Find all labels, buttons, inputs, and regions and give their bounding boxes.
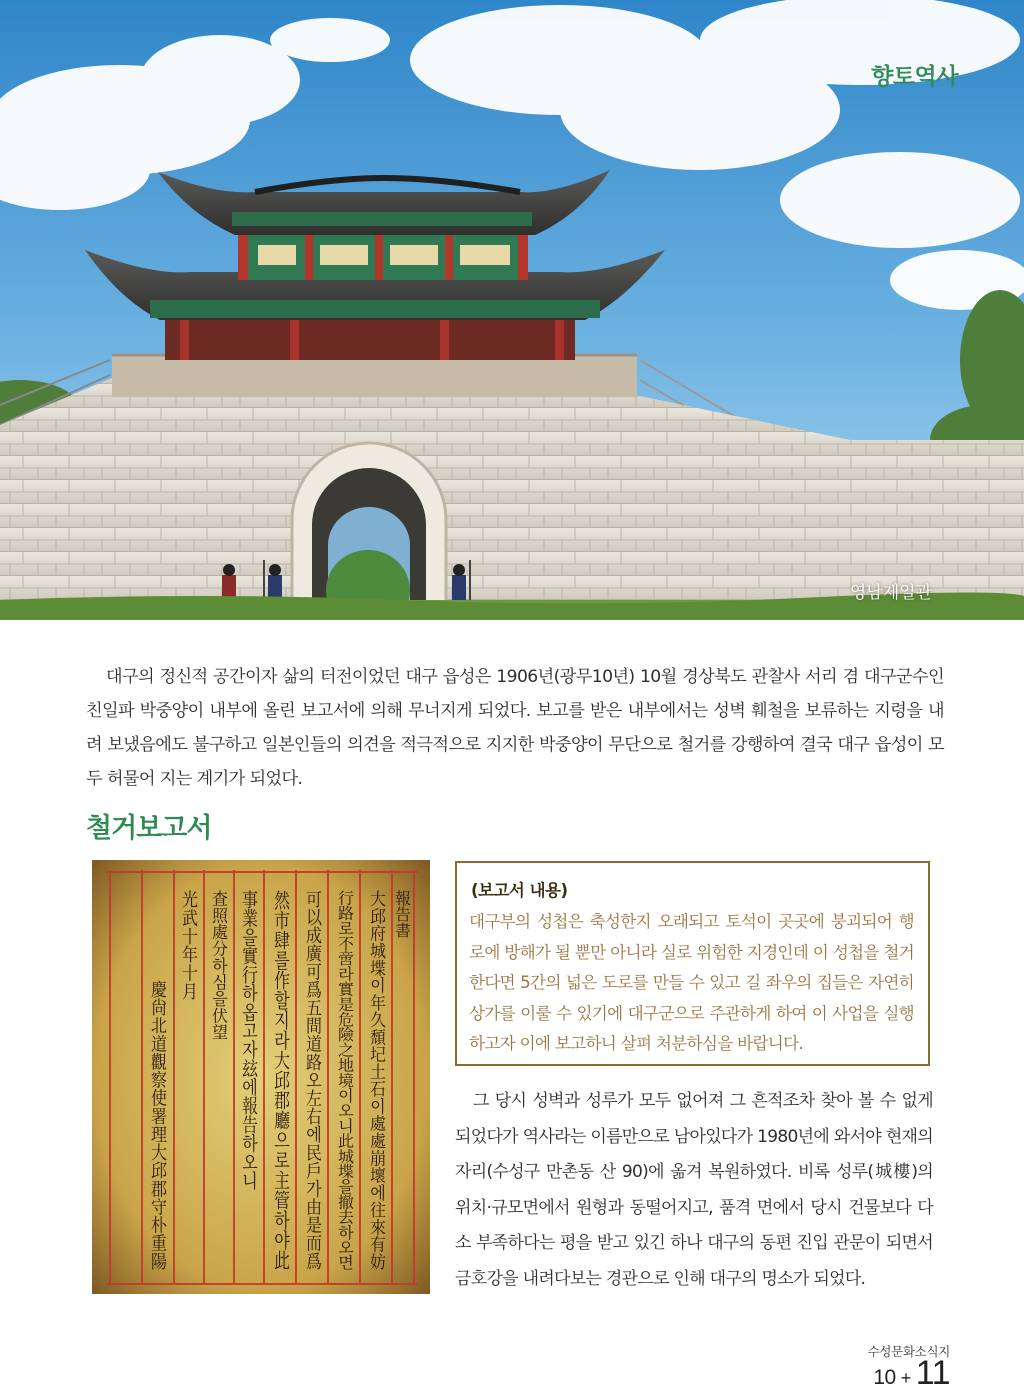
section-tag: 향토역사 <box>871 64 958 90</box>
manuscript-column: 事業을實行하옵고자玆에報告하오니 <box>239 890 259 1146</box>
page-number-separator: + <box>900 1368 911 1388</box>
photo-caption: 영남제일관 <box>849 583 932 603</box>
manuscript-column: 報告書 <box>392 890 412 938</box>
magazine-name: 수성문화소식지 <box>867 1344 950 1359</box>
manuscript-column: 査照處分하심을伏望 <box>209 890 229 1034</box>
gate-illustration <box>0 0 1024 620</box>
report-manuscript <box>92 860 430 1294</box>
report-text: 대구부의 성첩은 축성한지 오래되고 토석이 곳곳에 붕괴되어 행로에 방해가 될 뿐만 아니라 실로 위험한 지경인데 이 성첩을 철거한다면 5간의 넓은 도로를 만들 수 있고 길 좌우의 집들은 자연히 상가를 이룰 수 있기에 대구군으로 주관하게 하여 이 사업을 실행하고자 이에 보고하니 살펴 처분하심을 바랍니다. <box>469 912 914 1053</box>
hero-photo <box>0 0 1024 620</box>
manuscript-column: 然市肆를作할지라大邱郡廳으로主管하야此 <box>271 890 291 1194</box>
report-title: (보고서 내용) <box>471 881 568 900</box>
manuscript-column: 光武十年十月 <box>179 890 199 986</box>
intro-paragraph: 대구의 정신적 공간이자 삶의 터전이었던 대구 읍성은 1906년(광무10년) 10월 경상북도 관찰사 서리 겸 대구군수인 친일파 박중양이 내부에 올린 보고서에 의해 무너지게 되었다. 보고를 받은 내부에서는 성벽 훼철을 보류하는 지령을 내려 보냈음에도 불구하고 일본인들의 의견을 적극적으로 지지한 박중양이 무단으로 철거를 강행하여 결국 대구 읍성이 모두 허물어 지는 계기가 되었다. <box>86 667 944 789</box>
page-number-right: 11 <box>915 1354 950 1392</box>
demolition-report-image <box>92 860 430 1294</box>
report-content-box <box>455 861 930 1066</box>
manuscript-column: 大邱府城堞이年久頹圮土石이處處崩壞에往來有妨 <box>367 890 387 1242</box>
manuscript-column: 可以成廣可爲五間道路오左右에民戶가由是而爲 <box>303 890 323 1226</box>
section-heading: 철거보고서 <box>86 813 212 844</box>
page-number <box>873 1354 950 1393</box>
page-number-left: 10 <box>873 1366 896 1389</box>
manuscript-column: 慶尙北道觀察使署理大邱郡守朴重陽 <box>148 980 168 1236</box>
body-paragraph: 그 당시 성벽과 성루가 모두 없어져 그 흔적조차 찾아 볼 수 없게 되었다가 역사라는 이름만으로 남아있다가 1980년에 와서야 현재의 자리(수성구 만촌동 산 90)에 옮겨 복원하였다. 비록 성루(城樓)의 위치·규모면에서 원형과 동떨어지고, 품격 면에서 당시 건물보다 다소 부족하다는 평을 받고 있긴 하나 대구의 동편 진입 관문이 되면서 금호강을 내려다보는 경관으로 인해 대구의 명소가 되었다. <box>455 1091 934 1289</box>
manuscript-column: 行路로不啻라實是危險之地境이오니此城堞을撤去하오면 <box>335 890 355 1290</box>
